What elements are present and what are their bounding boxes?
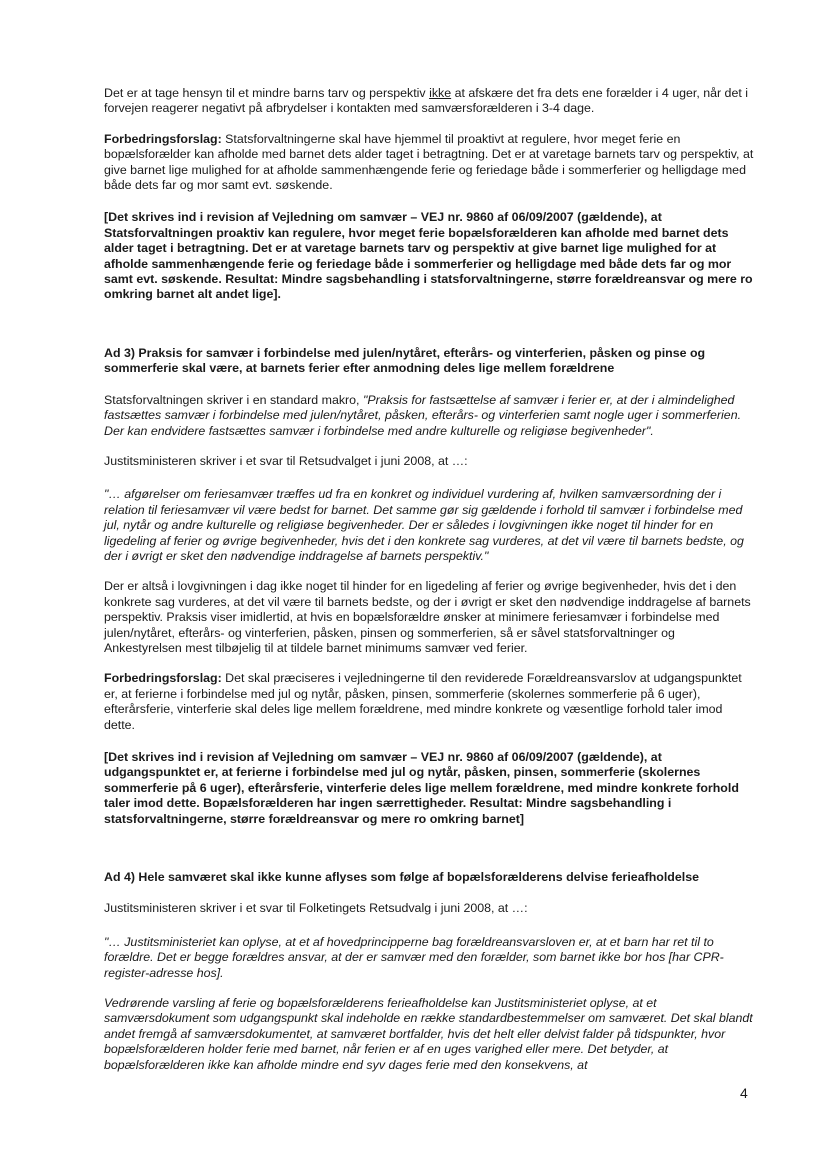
document-page bbox=[104, 86, 754, 1088]
proposal-label: Forbedringsforslag: bbox=[104, 671, 222, 686]
quote-feriesamvaer: "… afgørelser om feriesamvær træffes ud fra en konkret og individuel vurdering af, hvilken samværsordning der i relation til feriesamvær vil være bedst for barnet. Det samme gør sig gældende i forhold til samvær i forbindelse med jul, nytår og andre kulturelle og religiøse begivenheder. Der er således i lovgivningen ikke noget til hinder for en ligedeling af ferier og øvrige begivenheder, hvis det i den konkrete sag vurderes, at det vil være til barnets bedste, og der i øvrigt er sket den nødvendige inddragelse af barnets perspektiv." bbox=[104, 487, 744, 563]
quote-hovedprincipper: "… Justitsministeriet kan oplyse, at et af hovedprincipperne bag forældreansvarsloven er, at et barn har ret til to forældre. Det er begge forældres ansvar, at der er samvær med den forælder, som barnet ikke bor hos [har CPR-register-adresse hos]. bbox=[104, 934, 724, 980]
revision-statement-1: [Det skrives ind i revision af Vejledning om samvær – VEJ nr. 9860 af 06/09/2007 (gældende), at Statsforvaltningen proaktiv kan regulere, hvor meget ferie bopælsforælderen kan afholde med barnet dets alder taget i betragtning. Det er at varetage barnets tarv og perspektiv at give barnet lige mulighed for at afholde sammenhængende ferie og feriedage både i sommerferier og helligdage med både dets far og mor samt evt. søskende. Resultat: Mindre sagsbehandling i statsforvaltningerne, større forældreansvar og mere ro omkring barnet alt andet lige]. bbox=[104, 210, 753, 302]
revision-statement-2: [Det skrives ind i revision af Vejledning om samvær – VEJ nr. 9860 af 06/09/2007 (gældende), at udgangspunktet er, at ferierne i forbindelse med jul og nytår, påsken, pinsen, sommerferie (skolernes sommerferie på 6 uger), efterårsferie, vinterferie deles lige mellem forældrene, med mindre konkrete forhold taler imod dette. Bopælsforælderen har ingen særrettigheder. Resultat: Mindre sagsbehandling i statsforvaltningerne, større forældreansvar og mere ro omkring barnet] bbox=[104, 750, 739, 826]
paragraph-justits-2: Justitsministeren skriver i et svar til Folketingets Retsudvalg i juni 2008, at …: bbox=[104, 901, 528, 916]
paragraph-justits-1: Justitsministeren skriver i et svar til Retsudvalget i juni 2008, at …: bbox=[104, 453, 468, 468]
page-number: 4 bbox=[740, 1085, 748, 1101]
improvement-proposal-1: Forbedringsforslag: Statsforvaltningerne skal have hjemmel til proaktivt at regulere, hvor meget ferie en bopælsforælder kan afholde med barnet dets alder taget i betragtning. Det er at varetage barnets tarv og perspektiv, at give barnet lige mulighed for at afholde sammenhængende ferie og feriedage både i sommerferier og helligdage med både dets far og mor samt evt. søskende. bbox=[104, 131, 754, 193]
quote-varsling: Vedrørende varsling af ferie og bopælsforælderens ferieafholdelse kan Justitsministeriet oplyse, at et samværsdokument som udgangspunkt skal indeholde en række standardbestemmelser om samværet. Det skal blandt andet fremgå af samværsdokumentet, at samværet bortfalder, hvis det helt eller delvist falder på tidspunkter, hvor bopælsforælderen holder ferie med barnet, når ferien er af en uges varighed eller mere. Det betyder, at bopælsforælderen ikke kan afholde mindre end syv dages ferie med den konsekvens, at bbox=[104, 996, 753, 1072]
paragraph-makro: Statsforvaltningen skriver i en standard makro, "Praksis for fastsættelse af samvær i ferier er, at der i almindelighed fastsættes samvær i forbindelse med julen/nytåret, påsken, efterårs- og vinterferien samt nogle uger i sommerferien. Der kan endvidere fastsættes samvær i forbindelse med andre kulturelle og religiøse begivenheder". bbox=[104, 392, 742, 438]
underlined-word: ikke bbox=[429, 86, 452, 100]
paragraph-intro: Det er at tage hensyn til et mindre barns tarv og perspektiv ikke at afskære det fra dets ene forælder i 4 uger, når det i forvejen reagerer negativt på afbrydelser i kontakten med samværsforælderen i 3-4 dage. bbox=[104, 86, 748, 116]
proposal-label: Forbedringsforslag: bbox=[104, 131, 222, 146]
section-heading-3: Ad 3) Praksis for samvær i forbindelse med julen/nytåret, efterårs- og vinterferien, påsken og pinse og sommerferie skal være, at barnets ferier efter anmodning deles lige mellem forældrene bbox=[104, 345, 706, 376]
section-heading-4: Ad 4) Hele samværet skal ikke kunne aflyses som følge af bopælsforælderens delvise ferieafholdelse bbox=[104, 870, 699, 885]
improvement-proposal-2: Forbedringsforslag: Det skal præciseres i vejledningerne til den reviderede Forældreansvarslov at udgangspunktet er, at ferierne i forbindelse med jul og nytår, påsken, pinsen, sommerferie (skolernes sommerferie på 6 uger), efterårsferie, vinterferie skal deles lige mellem forældrene, med mindre konkrete og væsentlige forhold taler imod dette. bbox=[104, 671, 742, 732]
paragraph-lovgivning: Der er altså i lovgivningen i dag ikke noget til hinder for en ligedeling af ferier og øvrige begivenheder, hvis det i den konkrete sag vurderes, at det vil være til barnets bedste, og der i øvrigt er sket den nødvendige inddragelse af barnets perspektiv. Praksis viser imidlertid, at hvis en bopælsforældre ønsker at minimere feriesamvær i forbindelse med julen/nytåret, efterårs- og vinterferien, påsken, pinsen og sommerferien, så er såvel statsforvaltninger og Ankestyrelsen mest tilbøjelig til at tildele barnet minimums samvær ved ferier. bbox=[104, 579, 751, 655]
